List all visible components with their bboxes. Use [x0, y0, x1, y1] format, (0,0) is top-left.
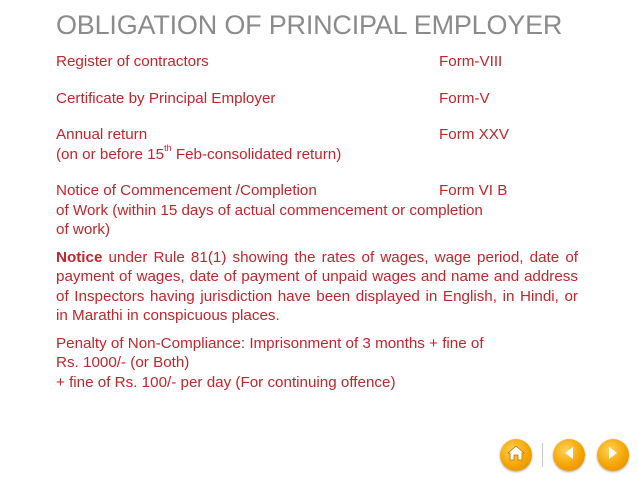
nav-divider [542, 443, 543, 467]
item-form: Form XXV [439, 126, 510, 143]
penalty-line1: Penalty of Non-Compliance: Imprisonment of 3 months + fine of [56, 334, 484, 352]
list-item [56, 52, 578, 72]
item-label: Annual return [56, 126, 148, 143]
item-label: Certificate by Principal Employer [56, 89, 276, 107]
notice-bold: Notice [56, 248, 103, 266]
item-form: Form VI B [439, 182, 508, 199]
item-subtext-line2: of work) [56, 221, 111, 238]
notice-paragraph [56, 248, 578, 326]
item-subtext-start: (on or before 15 [56, 145, 165, 163]
item-form: Form-V [439, 89, 490, 107]
item-label: Notice of Commencement /Completion [56, 182, 317, 199]
home-icon [507, 445, 525, 466]
next-button[interactable] [597, 439, 629, 471]
list-item [56, 125, 578, 145]
item-subtext-line1: of Work (within 15 days of actual commencement or completion [56, 201, 483, 219]
slide-navigation [500, 438, 629, 472]
list-item [56, 89, 578, 109]
slide-title: OBLIGATION OF PRINCIPAL EMPLOYER [56, 10, 563, 40]
next-arrow-icon [606, 445, 620, 466]
item-subtext-end: Feb-consolidated return) [171, 145, 342, 163]
item-label: Register of contractors [56, 53, 209, 70]
home-button[interactable] [500, 439, 532, 471]
item-form: Form-VIII [439, 53, 503, 70]
penalty-line3: + fine of Rs. 100/- per day (For continuing offence) [56, 373, 396, 391]
list-item [56, 181, 578, 201]
previous-arrow-icon [562, 445, 576, 466]
item-subtext-superscript: th [164, 143, 172, 154]
notice-text: under Rule 81(1) showing the rates of wages, wage period, date of payment of wages, date of payment of unpaid wages and name and address of Inspectors having jurisdiction have been displayed in English, in Hindi, or in Marathi in conspicuous places. [56, 248, 578, 324]
slide-content [56, 52, 578, 392]
previous-button[interactable] [553, 439, 585, 471]
penalty-line2: Rs. 1000/- (or Both) [56, 354, 190, 371]
item-subtext [56, 145, 578, 165]
